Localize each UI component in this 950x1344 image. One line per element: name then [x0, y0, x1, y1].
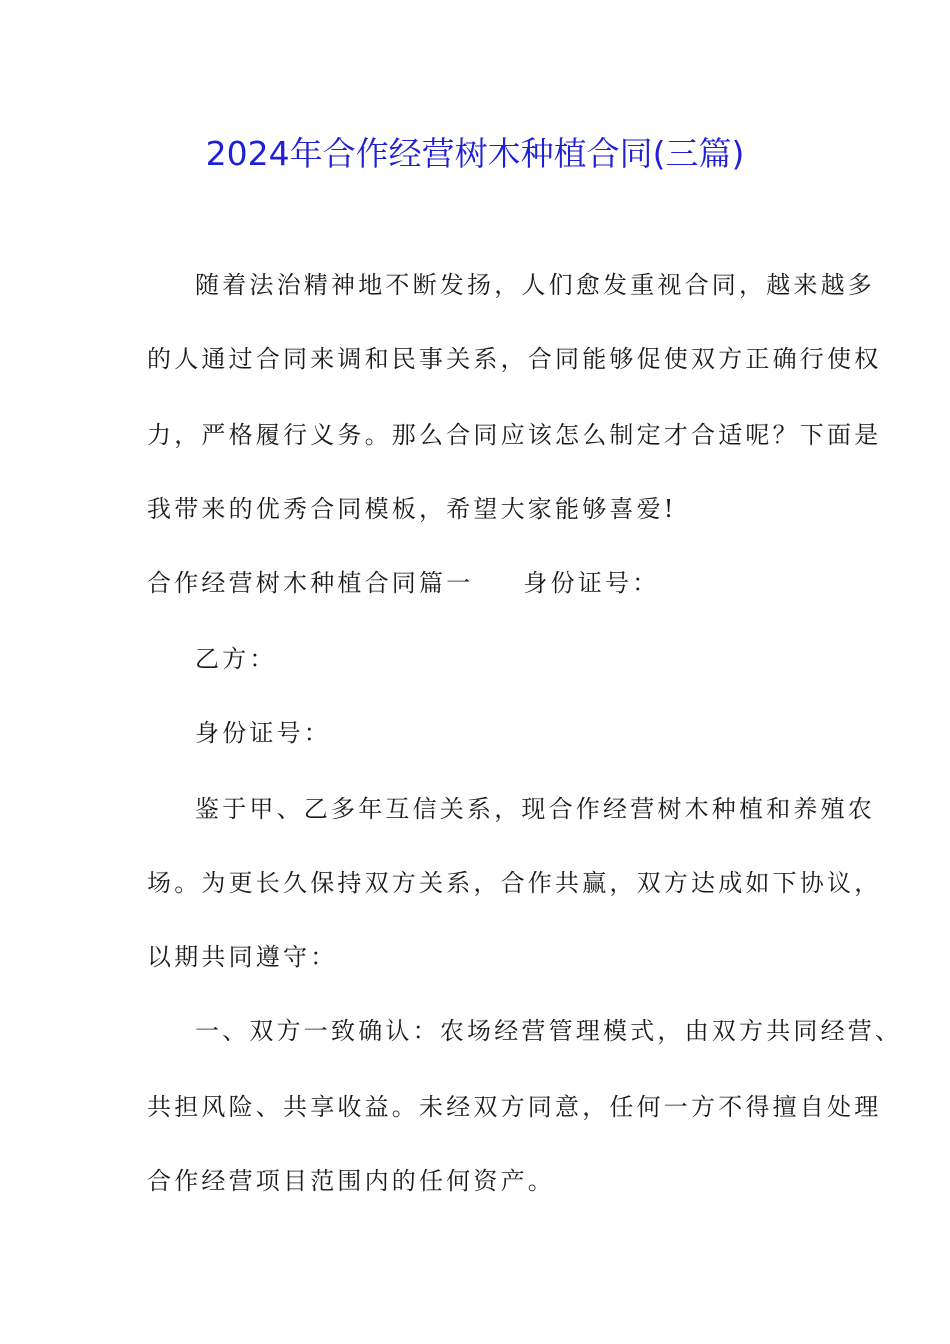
party-b-label: 乙方： — [195, 645, 277, 673]
para3-line-1: 一、双方一致确认：农场经营管理模式，由双方共同经营、 — [195, 1017, 903, 1045]
id-label-2: 身份证号： — [195, 719, 331, 747]
para2-line-1: 鉴于甲、乙多年互信关系，现合作经营树木种植和养殖农 — [195, 795, 875, 823]
para2-line-3: 以期共同遵守： — [147, 943, 338, 971]
para3-line-3: 合作经营项目范围内的任何资产。 — [147, 1167, 555, 1195]
intro-line-4: 我带来的优秀合同模板，希望大家能够喜爱! — [147, 495, 677, 523]
para2-line-2: 场。为更长久保持双方关系，合作共赢，双方达成如下协议， — [147, 869, 882, 897]
section-heading-row — [147, 566, 827, 600]
para3-line-2: 共担风险、共享收益。未经双方同意，任何一方不得擅自处理 — [147, 1093, 882, 1121]
section-heading: 合作经营树木种植合同篇一 — [147, 569, 474, 597]
intro-line-2: 的人通过合同来调和民事关系，合同能够促使双方正确行使权 — [147, 345, 882, 373]
id-label-1: 身份证号： — [523, 569, 660, 597]
intro-line-3: 力，严格履行义务。那么合同应该怎么制定才合适呢？下面是 — [147, 421, 882, 449]
intro-line-1: 随着法治精神地不断发扬，人们愈发重视合同，越来越多 — [195, 271, 875, 299]
document-title: 2024年合作经营树木种植合同(三篇) — [205, 134, 745, 173]
